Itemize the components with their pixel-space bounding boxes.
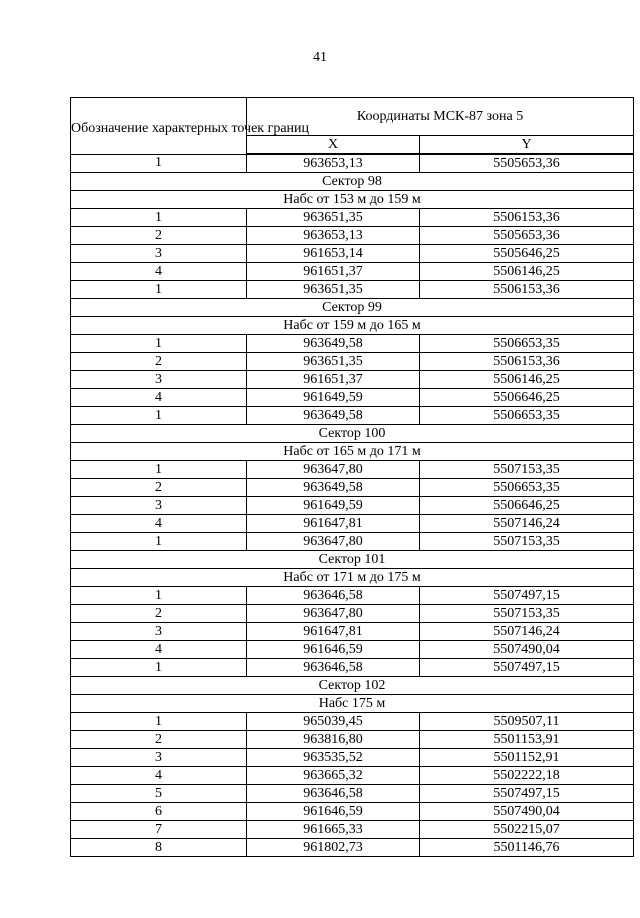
point-cell: 2 [71, 479, 247, 497]
section-title: Сектор 98 [71, 173, 634, 191]
point-cell: 4 [71, 767, 247, 785]
point-cell: 1 [71, 533, 247, 551]
y-cell: 5506146,25 [420, 263, 634, 281]
table-row [71, 245, 634, 263]
point-cell: 2 [71, 731, 247, 749]
section-row [71, 551, 634, 569]
section-row [71, 317, 634, 335]
section-title: Набс от 165 м до 171 м [71, 443, 634, 461]
table-row [71, 767, 634, 785]
table-row [71, 803, 634, 821]
y-cell: 5507497,15 [420, 587, 634, 605]
x-cell: 961665,33 [247, 821, 420, 839]
table-row [71, 335, 634, 353]
point-cell: 4 [71, 515, 247, 533]
table-row [71, 749, 634, 767]
x-cell: 961649,59 [247, 389, 420, 407]
section-row [71, 173, 634, 191]
y-cell: 5505653,36 [420, 227, 634, 245]
section-title: Сектор 101 [71, 551, 634, 569]
section-title: Сектор 99 [71, 299, 634, 317]
x-cell: 961802,73 [247, 839, 420, 857]
point-cell: 8 [71, 839, 247, 857]
point-column-header: Обозначение характерных точек границ [71, 98, 247, 155]
table-row [71, 209, 634, 227]
x-cell: 963651,35 [247, 353, 420, 371]
section-row [71, 299, 634, 317]
y-cell: 5502222,18 [420, 767, 634, 785]
x-cell: 963665,32 [247, 767, 420, 785]
section-title: Набс от 153 м до 159 м [71, 191, 634, 209]
point-cell: 1 [71, 407, 247, 425]
y-cell: 5501152,91 [420, 749, 634, 767]
point-cell: 1 [71, 713, 247, 731]
point-cell: 3 [71, 245, 247, 263]
table-row [71, 371, 634, 389]
coordinates-header: Координаты МСК-87 зона 5 [247, 98, 634, 136]
y-cell: 5506153,36 [420, 281, 634, 299]
x-cell: 961651,37 [247, 263, 420, 281]
x-cell: 963647,80 [247, 605, 420, 623]
y-column-header: Y [420, 136, 634, 155]
section-row [71, 191, 634, 209]
point-cell: 1 [71, 154, 247, 173]
y-cell: 5507146,24 [420, 623, 634, 641]
x-cell: 963647,80 [247, 533, 420, 551]
table-row [71, 389, 634, 407]
x-cell: 963646,58 [247, 587, 420, 605]
coordinates-table [70, 97, 634, 857]
section-row [71, 695, 634, 713]
y-cell: 5505646,25 [420, 245, 634, 263]
y-cell: 5506653,35 [420, 335, 634, 353]
x-cell: 963653,13 [247, 154, 420, 173]
point-cell: 1 [71, 659, 247, 677]
x-cell: 963651,35 [247, 281, 420, 299]
table-body [71, 154, 634, 857]
point-cell: 2 [71, 353, 247, 371]
y-cell: 5507490,04 [420, 803, 634, 821]
table-row [71, 623, 634, 641]
point-cell: 1 [71, 281, 247, 299]
y-cell: 5506653,35 [420, 479, 634, 497]
y-cell: 5506653,35 [420, 407, 634, 425]
section-title: Сектор 100 [71, 425, 634, 443]
section-title: Сектор 102 [71, 677, 634, 695]
x-cell: 963649,58 [247, 479, 420, 497]
x-cell: 965039,45 [247, 713, 420, 731]
table-row [71, 263, 634, 281]
table-row [71, 659, 634, 677]
table-row [71, 641, 634, 659]
point-cell: 3 [71, 749, 247, 767]
y-cell: 5507153,35 [420, 461, 634, 479]
y-cell: 5501153,91 [420, 731, 634, 749]
point-cell: 3 [71, 623, 247, 641]
x-cell: 963816,80 [247, 731, 420, 749]
y-cell: 5501146,76 [420, 839, 634, 857]
point-cell: 3 [71, 497, 247, 515]
section-title: Набс от 159 м до 165 м [71, 317, 634, 335]
y-cell: 5505653,36 [420, 154, 634, 173]
table-row [71, 227, 634, 245]
y-cell: 5509507,11 [420, 713, 634, 731]
table-row [71, 713, 634, 731]
table-row [71, 497, 634, 515]
table-row [71, 515, 634, 533]
table-row [71, 587, 634, 605]
y-cell: 5507497,15 [420, 785, 634, 803]
point-cell: 4 [71, 389, 247, 407]
x-cell: 963646,58 [247, 659, 420, 677]
x-cell: 961651,37 [247, 371, 420, 389]
x-cell: 963651,35 [247, 209, 420, 227]
page-number: 41 [313, 50, 327, 65]
point-cell: 1 [71, 587, 247, 605]
table-row [71, 839, 634, 857]
table-row [71, 605, 634, 623]
x-cell: 963646,58 [247, 785, 420, 803]
section-title: Набс от 171 м до 175 м [71, 569, 634, 587]
point-cell: 1 [71, 209, 247, 227]
x-cell: 963647,80 [247, 461, 420, 479]
y-cell: 5507153,35 [420, 533, 634, 551]
y-cell: 5507490,04 [420, 641, 634, 659]
y-cell: 5507497,15 [420, 659, 634, 677]
point-cell: 1 [71, 461, 247, 479]
section-row [71, 425, 634, 443]
point-cell: 2 [71, 227, 247, 245]
table-row [71, 461, 634, 479]
table-row [71, 533, 634, 551]
section-row [71, 443, 634, 461]
x-cell: 963535,52 [247, 749, 420, 767]
y-cell: 5506646,25 [420, 389, 634, 407]
table-row [71, 353, 634, 371]
y-cell: 5507146,24 [420, 515, 634, 533]
x-cell: 963649,58 [247, 335, 420, 353]
point-cell: 1 [71, 335, 247, 353]
point-cell: 4 [71, 263, 247, 281]
y-cell: 5507153,35 [420, 605, 634, 623]
y-cell: 5506646,25 [420, 497, 634, 515]
table-row [71, 407, 634, 425]
point-cell: 7 [71, 821, 247, 839]
x-cell: 961646,59 [247, 803, 420, 821]
section-row [71, 569, 634, 587]
point-cell: 2 [71, 605, 247, 623]
table-row [71, 821, 634, 839]
table-row [71, 479, 634, 497]
point-cell: 3 [71, 371, 247, 389]
x-cell: 961653,14 [247, 245, 420, 263]
x-cell: 961649,59 [247, 497, 420, 515]
x-column-header: X [247, 136, 420, 155]
y-cell: 5506153,36 [420, 209, 634, 227]
x-cell: 961646,59 [247, 641, 420, 659]
section-title: Набс 175 м [71, 695, 634, 713]
table-row [71, 785, 634, 803]
x-cell: 963649,58 [247, 407, 420, 425]
y-cell: 5506146,25 [420, 371, 634, 389]
x-cell: 961647,81 [247, 623, 420, 641]
y-cell: 5506153,36 [420, 353, 634, 371]
table-row [71, 731, 634, 749]
x-cell: 961647,81 [247, 515, 420, 533]
point-cell: 4 [71, 641, 247, 659]
y-cell: 5502215,07 [420, 821, 634, 839]
table-row [71, 154, 634, 173]
x-cell: 963653,13 [247, 227, 420, 245]
table-row [71, 281, 634, 299]
point-cell: 6 [71, 803, 247, 821]
section-row [71, 677, 634, 695]
point-cell: 5 [71, 785, 247, 803]
